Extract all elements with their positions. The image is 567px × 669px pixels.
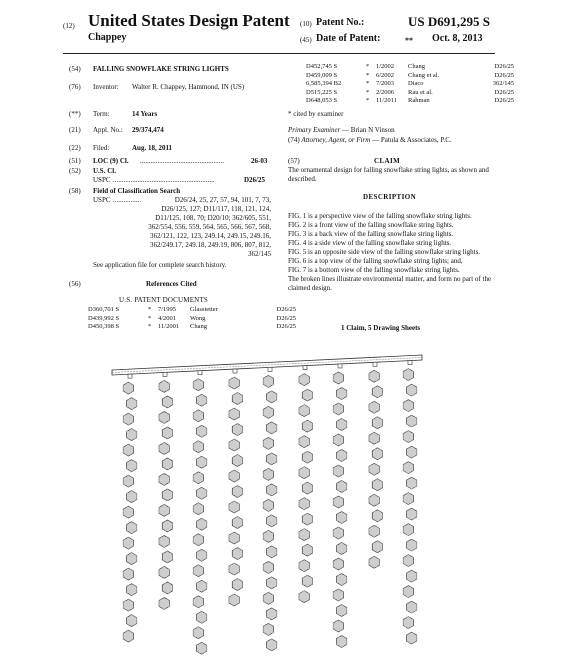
- reference-right-row: [306, 63, 516, 72]
- snowflake-light: [123, 382, 133, 394]
- snowflake-light: [196, 518, 206, 530]
- snowflake-light: [403, 555, 413, 567]
- snowflake-light: [336, 604, 346, 616]
- snowflake-light: [302, 451, 312, 463]
- snowflake-light: [126, 460, 136, 472]
- claim-title: CLAIM: [374, 157, 401, 165]
- reference-name: Chang et al.: [408, 71, 440, 79]
- examiner-value: — Brian N Vinson: [342, 126, 395, 134]
- snowflake-light: [266, 391, 276, 403]
- snowflake-light: [336, 418, 346, 430]
- inventor-label: Inventor:: [93, 83, 119, 91]
- snowflake-light: [196, 425, 206, 437]
- reference-cls: D26/25: [276, 323, 296, 330]
- snowflake-light: [159, 566, 169, 578]
- reference-right-row: [306, 72, 516, 81]
- snowflake-light: [299, 560, 309, 572]
- field-search-label: Field of Classification Search: [93, 187, 181, 195]
- references-table-right: [306, 63, 516, 106]
- snowflake-light: [266, 577, 276, 589]
- loc-label: LOC (9) Cl.: [93, 157, 129, 165]
- reference-left-row: [88, 323, 298, 332]
- f21-code: (21): [69, 126, 81, 134]
- snowflake-light: [333, 434, 343, 446]
- header-code-12: (12): [63, 22, 75, 30]
- f54-code: (54): [69, 65, 81, 73]
- snowflake-light: [369, 370, 379, 382]
- snowflake-light: [126, 584, 136, 596]
- claim-text: The ornamental design for falling snowflake string lights, as shown and described.: [288, 166, 489, 183]
- snowflake-light: [229, 501, 239, 513]
- loc-value: 26-03: [251, 157, 268, 165]
- snowflake-light: [159, 535, 169, 547]
- description-line: FIG. 5 is an opposite side view of the falling snowflake string lights.: [288, 248, 481, 256]
- f76-code: (76): [69, 83, 81, 91]
- snowflake-light: [229, 439, 239, 451]
- reference-name: Glasstetter: [190, 306, 218, 313]
- snowflake-light: [193, 441, 203, 453]
- filed-label: Filed:: [93, 144, 110, 152]
- reference-left-row: [88, 306, 298, 315]
- snowflake-light: [336, 542, 346, 554]
- snowflake-light: [333, 372, 343, 384]
- snowflake-light: [299, 498, 309, 510]
- reference-star: *: [148, 323, 152, 330]
- snowflake-light: [403, 369, 413, 381]
- reference-no: D452,745 S: [306, 63, 338, 70]
- f52-code: (52): [69, 167, 81, 175]
- reference-star: *: [366, 80, 370, 87]
- reference-name: Diaco: [408, 80, 424, 87]
- description-line: FIG. 3 is a back view of the falling snowflake string lights.: [288, 230, 454, 238]
- strand-connector: [408, 361, 412, 365]
- snowflake-light: [126, 398, 136, 410]
- snowflake-light: [263, 375, 273, 387]
- snowflake-light: [229, 377, 239, 389]
- snowflake-light: [302, 482, 312, 494]
- snowflake-light: [406, 601, 416, 613]
- reference-name: Rahman: [408, 97, 430, 104]
- snowflake-light: [196, 642, 206, 654]
- references-table-left: [88, 306, 298, 332]
- field-search-lines: [115, 196, 271, 259]
- snowflake-light: [263, 623, 273, 635]
- snowflake-light: [196, 487, 206, 499]
- f56-code: (56): [69, 280, 81, 288]
- us-patent-documents-label: U.S. PATENT DOCUMENTS: [119, 296, 208, 304]
- reference-star: *: [366, 71, 370, 79]
- references-cited-label: References Cited: [146, 280, 197, 288]
- reference-name: Rau et al.: [408, 88, 433, 96]
- snowflake-light: [196, 549, 206, 561]
- field-search-line: 362/121, 122, 123, 249.14, 249.15, 249.16,: [150, 232, 271, 240]
- reference-date: 2/2006: [376, 88, 395, 96]
- description-title: DESCRIPTION: [363, 193, 417, 201]
- snowflake-light: [266, 453, 276, 465]
- snowflake-light: [372, 510, 382, 522]
- snowflake-light: [126, 429, 136, 441]
- snowflake-light: [403, 493, 413, 505]
- reference-star: *: [148, 306, 152, 313]
- snowflake-light: [336, 573, 346, 585]
- snowflake-light: [372, 417, 382, 429]
- snowflake-light: [263, 592, 273, 604]
- snowflake-light: [333, 589, 343, 601]
- snowflake-light: [229, 408, 239, 420]
- reference-date: 4/2001: [158, 314, 177, 322]
- snowflake-light: [126, 553, 136, 565]
- date-label: Date of Patent:: [316, 33, 381, 44]
- snowflake-light: [406, 446, 416, 458]
- snowflake-light: [369, 525, 379, 537]
- reference-cls: D26/25: [276, 314, 296, 322]
- term-label: Term:: [93, 110, 110, 118]
- snowflake-light: [336, 387, 346, 399]
- strand-connector: [303, 366, 307, 370]
- snowflake-light: [403, 400, 413, 412]
- field-search-dots: ................: [113, 196, 141, 204]
- snowflake-light: [302, 420, 312, 432]
- attorney-label: Attorney, Agent, or Firm: [301, 136, 371, 144]
- snowflake-light: [333, 403, 343, 415]
- reference-no: D515,225 S: [306, 88, 338, 96]
- snowflake-light: [193, 534, 203, 546]
- inventor-value: Walter R. Chappey, Hammond, IN (US): [132, 83, 245, 91]
- snowflake-light: [302, 513, 312, 525]
- snowflake-light: [162, 427, 172, 439]
- examiner-label: Primary Examiner: [288, 126, 341, 134]
- snowflake-light: [369, 556, 379, 568]
- reference-date: 7/1995: [158, 306, 177, 313]
- snowflake-light: [263, 437, 273, 449]
- snowflake-light: [232, 517, 242, 529]
- us-cl-dots: ..........................................................: [113, 176, 215, 184]
- snowflake-light: [229, 470, 239, 482]
- snowflake-light: [123, 568, 133, 580]
- snowflake-light: [126, 491, 136, 503]
- description-line: FIG. 2 is a front view of the falling snowflake string lights.: [288, 221, 454, 229]
- header-rule: [63, 53, 495, 54]
- snowflake-light: [159, 597, 169, 609]
- reference-left-row: [88, 315, 298, 324]
- snowflake-light: [162, 458, 172, 470]
- snowflake-light: [333, 465, 343, 477]
- snowflake-light: [372, 479, 382, 491]
- us-cl-value: D26/25: [244, 176, 265, 184]
- header-code-10: (10): [300, 20, 312, 28]
- claim-code: (57): [288, 157, 300, 165]
- reference-right-row: [306, 80, 516, 89]
- document-title: United States Design Patent: [88, 11, 290, 30]
- field-search-line: 362/145: [248, 250, 271, 258]
- field-search-line: D11/125, 108, 70; D20/10; 362/605, 551,: [155, 214, 271, 222]
- snowflake-light: [263, 561, 273, 573]
- f58-code: (58): [69, 187, 81, 195]
- reference-cls: D26/25: [494, 63, 514, 70]
- snowflake-light: [232, 486, 242, 498]
- reference-cls: D26/25: [494, 97, 514, 104]
- snowflake-light: [159, 442, 169, 454]
- snowflake-light: [403, 617, 413, 629]
- snowflake-light: [266, 546, 276, 558]
- snowflake-light: [229, 594, 239, 606]
- loc-dots: ................................................: [140, 157, 224, 165]
- snowflake-light: [299, 529, 309, 541]
- reference-no: D439,992 S: [88, 314, 120, 322]
- f51-code: (51): [69, 157, 81, 165]
- snowflake-light: [123, 599, 133, 611]
- snowflake-light: [299, 467, 309, 479]
- strand-connector: [163, 372, 167, 376]
- snowflake-light: [369, 463, 379, 475]
- attorney-value: — Patula & Associates, P.C.: [372, 136, 452, 144]
- header-code-45: (45): [300, 36, 312, 44]
- snowflake-light: [123, 630, 133, 642]
- snowflake-light: [159, 411, 169, 423]
- us-cl-label: U.S. Cl.: [93, 167, 116, 175]
- reference-cls: D26/25: [276, 306, 296, 313]
- reference-no: D360,701 S: [88, 306, 120, 313]
- snowflake-light: [302, 544, 312, 556]
- snowflake-light: [193, 565, 203, 577]
- snowflake-light: [232, 579, 242, 591]
- snowflake-light: [263, 499, 273, 511]
- field-search-uspc: USPC: [93, 196, 111, 204]
- snowflake-light: [302, 575, 312, 587]
- snowflake-light: [372, 386, 382, 398]
- snowflake-light: [299, 374, 309, 386]
- snowflake-light: [193, 410, 203, 422]
- snowflake-light: [266, 484, 276, 496]
- snowflake-light: [126, 615, 136, 627]
- snowflake-light: [193, 627, 203, 639]
- snowflake-light: [406, 632, 416, 644]
- snowflake-light: [159, 504, 169, 516]
- description-line: FIG. 1 is a perspective view of the falling snowflake string lights.: [288, 212, 472, 220]
- reference-date: 6/2002: [376, 71, 395, 79]
- snowflake-light: [229, 532, 239, 544]
- snowflake-light: [266, 422, 276, 434]
- snowflake-light: [369, 401, 379, 413]
- snowflake-light: [159, 380, 169, 392]
- snowflake-light: [406, 539, 416, 551]
- reference-name: Wong: [190, 314, 206, 322]
- date-mark: **: [405, 36, 413, 45]
- snowflake-light: [333, 527, 343, 539]
- snowflake-light: [299, 591, 309, 603]
- snowflake-light: [263, 468, 273, 480]
- snowflake-light: [123, 506, 133, 518]
- strand-connector: [338, 364, 342, 368]
- appl-no-label: Appl. No.:: [93, 126, 123, 134]
- strand-connector: [268, 367, 272, 371]
- snowflake-light: [336, 635, 346, 647]
- primary-examiner: [288, 126, 395, 135]
- snowflake-light: [299, 405, 309, 417]
- snowflake-light: [193, 596, 203, 608]
- snowflake-light: [162, 489, 172, 501]
- snowflake-light: [369, 494, 379, 506]
- snowflake-light: [266, 515, 276, 527]
- snowflake-light: [372, 448, 382, 460]
- field-search-line: 362/249.17, 249.18, 249.19, 806, 807, 812,: [150, 241, 271, 249]
- search-history-note: See application file for complete search history.: [93, 261, 227, 269]
- snowflake-light: [369, 432, 379, 444]
- patent-no-label: Patent No.:: [316, 17, 365, 28]
- patent-number: US D691,295 S: [408, 14, 490, 29]
- snowflake-light: [406, 508, 416, 520]
- reference-no: 6,585,394 B2: [306, 80, 342, 87]
- field-search-line: 362/554, 556, 559, 564, 565, 566, 567, 568,: [148, 223, 271, 231]
- patent-date: Oct. 8, 2013: [432, 33, 483, 44]
- reference-name: Chang: [408, 63, 425, 70]
- snowflake-light: [406, 570, 416, 582]
- description-line: FIG. 6 is a top view of the falling snowflake string lights; and,: [288, 257, 463, 265]
- reference-cls: D26/25: [494, 88, 514, 96]
- strand-connector: [198, 371, 202, 375]
- snowflake-light: [333, 558, 343, 570]
- snowflake-light: [232, 424, 242, 436]
- reference-right-row: [306, 97, 516, 106]
- reference-no: D459,009 S: [306, 71, 338, 79]
- snowflake-light: [372, 541, 382, 553]
- reference-cls: 362/145: [492, 80, 514, 87]
- reference-date: 7/2003: [376, 80, 395, 87]
- snowflake-light: [162, 520, 172, 532]
- snowflake-light: [333, 496, 343, 508]
- snowflake-light: [336, 480, 346, 492]
- reference-no: D450,398 S: [88, 323, 120, 330]
- reference-no: D648,053 S: [306, 97, 338, 104]
- reference-right-row: [306, 89, 516, 98]
- snowflake-light: [302, 389, 312, 401]
- appl-no-value: 29/374,474: [132, 126, 164, 134]
- description-line: FIG. 7 is a bottom view of the falling snowflake string lights.: [288, 266, 460, 274]
- snowflake-light: [406, 477, 416, 489]
- strand-connector: [128, 374, 132, 378]
- snowflake-light: [403, 462, 413, 474]
- claims-sheets: 1 Claim, 5 Drawing Sheets: [341, 324, 421, 332]
- snowflake-light: [406, 384, 416, 396]
- reference-star: *: [148, 314, 152, 322]
- snowflake-light: [162, 396, 172, 408]
- snowflake-light: [123, 475, 133, 487]
- snowflake-light: [263, 530, 273, 542]
- snowflake-light: [123, 537, 133, 549]
- snowflake-light: [126, 522, 136, 534]
- term-code: (**): [69, 110, 81, 118]
- attorney-code: (74): [288, 136, 300, 144]
- snowflake-light: [162, 551, 172, 563]
- reference-date: 1/2002: [376, 63, 395, 70]
- reference-date: 11/2011: [376, 97, 397, 104]
- us-cl-uspc: USPC: [93, 176, 111, 184]
- description-line: FIG. 4 is a side view of the falling snowflake string lights.: [288, 239, 452, 247]
- cited-by-examiner: * cited by examiner: [288, 110, 344, 118]
- snowflake-light: [159, 473, 169, 485]
- description-line: The broken lines illustrate environmental matter, and form no part of the claimed design.: [288, 275, 492, 292]
- f22-code: (22): [69, 144, 81, 152]
- snowflake-light: [193, 503, 203, 515]
- snowflake-light: [403, 431, 413, 443]
- snowflake-light: [229, 563, 239, 575]
- snowflake-light: [299, 436, 309, 448]
- reference-name: Chang: [190, 323, 207, 330]
- snowflake-light: [196, 394, 206, 406]
- snowflake-light: [196, 611, 206, 623]
- field-search-line: D26/24, 25, 27, 57, 94, 101, 7, 73,: [174, 196, 271, 204]
- design-drawing: [0, 340, 567, 660]
- snowflake-light: [403, 524, 413, 536]
- snowflake-light: [193, 472, 203, 484]
- reference-star: *: [366, 63, 370, 70]
- reference-cls: D26/25: [494, 71, 514, 79]
- snowflake-light: [123, 444, 133, 456]
- description-body: [288, 212, 493, 293]
- snowflake-light: [196, 580, 206, 592]
- design-title: FALLING SNOWFLAKE STRING LIGHTS: [93, 65, 229, 73]
- snowflake-light: [123, 413, 133, 425]
- filed-value: Aug. 18, 2011: [132, 144, 173, 152]
- attorney: [288, 136, 452, 145]
- snowflake-light: [266, 608, 276, 620]
- snowflake-light: [232, 548, 242, 560]
- snowflake-light: [266, 639, 276, 651]
- term-value: 14 Years: [132, 110, 158, 118]
- snowflake-light: [336, 449, 346, 461]
- snowflake-light: [232, 393, 242, 405]
- snowflake-light: [196, 456, 206, 468]
- snowflake-light: [403, 586, 413, 598]
- inventor-short-name: Chappey: [88, 32, 127, 43]
- field-search-line: D26/125, 127; D11/117, 118, 121, 124,: [161, 205, 271, 213]
- snowflake-light: [406, 415, 416, 427]
- reference-star: *: [366, 88, 370, 96]
- snowflake-light: [333, 620, 343, 632]
- strand-connector: [373, 362, 377, 366]
- strand-connector: [233, 369, 237, 373]
- snowflake-light: [263, 406, 273, 418]
- snowflake-light: [193, 379, 203, 391]
- snowflake-light: [232, 455, 242, 467]
- snowflake-light: [336, 511, 346, 523]
- reference-date: 11/2001: [158, 323, 180, 330]
- reference-star: *: [366, 97, 370, 104]
- snowflake-light: [162, 582, 172, 594]
